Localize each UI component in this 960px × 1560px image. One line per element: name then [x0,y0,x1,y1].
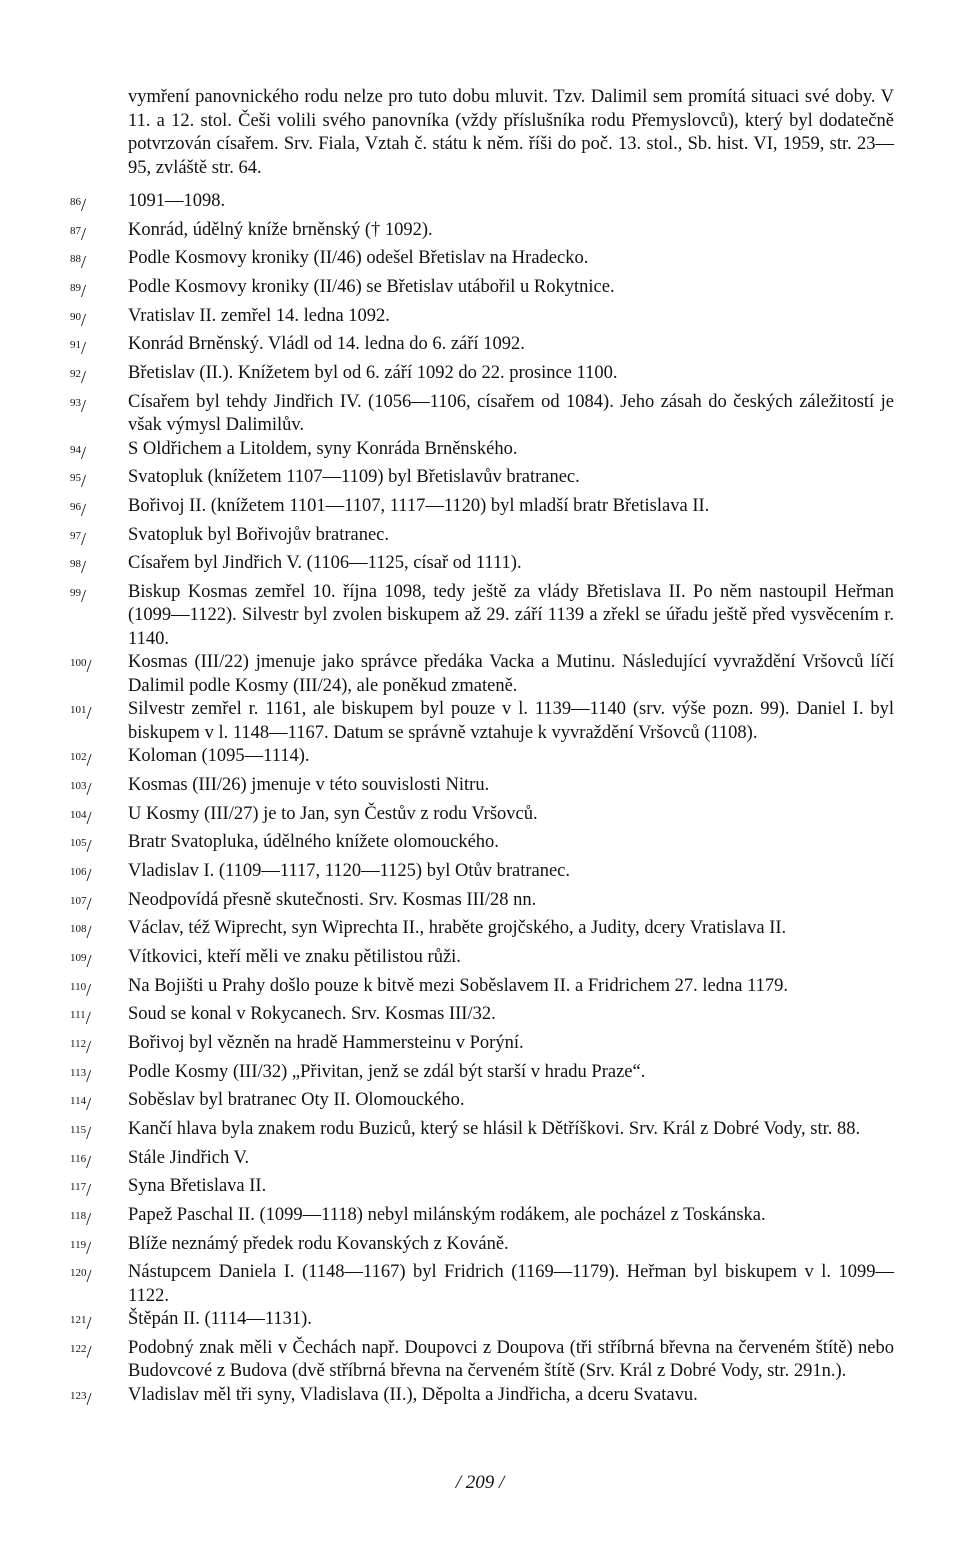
continued-footnote-text: vymření panovnického rodu nelze pro tuto dobu mluvit. Tzv. Dalimil sem promítá situaci své doby. V 11. a 12. stol. Češi volili svého panovníka (vždy příslušníka rodu Přemyslovců), který byl dodatečně potvrzován císařem. Srv. Fiala, Vztah č. státu k něm. říši do poč. 13. stol., Sb. hist. VI, 1959, str. 23—95, zvláště str. 64. [128,87,894,178]
footnote-slash: / [81,586,87,607]
footnote-number-value: 108 [70,923,87,936]
footnote-slash: / [86,1209,92,1230]
footnote-number [70,1032,128,1061]
footnote-text: Svatopluk byl Bořivojův bratranec. [128,524,390,545]
footnote [70,1204,894,1233]
footnote-slash: / [81,252,87,273]
footnote [70,831,894,860]
footnote-text: Stále Jindřich V. [128,1147,250,1168]
page-number: / 209 / [455,1472,505,1493]
footnote-text: Císařem byl Jindřich V. (1106—1125, císař od 1111). [128,553,522,574]
footnote-text: Bratr Svatopluka, údělného knížete olomouckého. [128,832,499,853]
footnote [70,219,894,248]
footnote-text: Soud se konal v Rokycanech. Srv. Kosmas III/32. [128,1004,496,1025]
footnote-number-value: 87 [70,224,81,237]
footnote-number [70,917,128,946]
footnote-number-value: 111 [70,1009,86,1022]
footnote-number-value: 121 [70,1314,87,1327]
footnote-slash: / [86,865,92,886]
footnote [70,438,894,467]
footnote-number-value: 120 [70,1267,87,1280]
footnote-slash: / [86,1180,92,1201]
footnote [70,333,894,362]
footnote-number [70,276,128,305]
footnote-number-value: 93 [70,396,81,409]
footnote [70,362,894,391]
footnote-text: Vratislav II. zemřel 14. ledna 1092. [128,305,390,326]
footnote-slash: / [81,500,87,521]
footnote [70,860,894,889]
footnote-number-value: 105 [70,837,87,850]
footnote [70,946,894,975]
footnote-text: Vladislav I. (1109—1117, 1120—1125) byl Otův bratranec. [128,861,571,881]
footnote-slash: / [86,1389,92,1409]
footnote-number-value: 116 [70,1152,87,1165]
footnote-text: Syna Břetislava II. [128,1176,267,1197]
footnote-number-value: 94 [70,443,81,456]
footnote-number [70,581,128,610]
footnote-number [70,1089,128,1118]
footnote-slash: / [86,893,92,914]
footnote-text: 1091—1098. [128,191,226,211]
footnote [70,581,894,652]
footnote-number-value: 118 [70,1209,87,1222]
footnote [70,1384,894,1413]
footnote-text: Císařem byl tehdy Jindřich IV. (1056—1106, císařem od 1084). Jeho zásah do českých záležitostí je však výmysl Dalimilův. [128,391,894,436]
footnote-number [70,745,128,774]
footnote [70,1261,894,1308]
footnote-number-value: 96 [70,500,81,513]
footnote-slash: / [86,703,92,724]
footnote [70,803,894,832]
footnote-text: Podle Kosmovy kroniky (II/46) se Břetislav utábořil u Rokytnice. [128,276,615,297]
footnote-number [70,190,128,219]
footnote-text: Svatopluk (knížetem 1107—1109) byl Břetislavův bratranec. [128,467,580,488]
footnote-number [70,1175,128,1204]
footnote-number-value: 122 [70,1342,87,1355]
footnote [70,1061,894,1090]
footnote [70,391,894,438]
footnote-number-value: 101 [70,704,87,717]
footnote-number [70,651,128,680]
footnote-text: Soběslav byl bratranec Oty II. Olomouckého. [128,1090,465,1111]
footnote-number [70,362,128,391]
footnote-number-value: 123 [70,1389,87,1402]
footnote-number [70,333,128,362]
footnote-number [70,889,128,918]
footnote-list [70,190,894,1413]
footnote-slash: / [81,471,87,492]
footnote-number [70,495,128,524]
footnote [70,1032,894,1061]
footnote-number [70,1118,128,1147]
footnote-number [70,1233,128,1262]
footnote-number [70,1204,128,1233]
footnote-number-value: 100 [70,657,87,670]
footnote-number-value: 89 [70,281,81,294]
footnote-number [70,466,128,495]
footnote-text: Břetislav (II.). Knížetem byl od 6. září 1092 do 22. prosince 1100. [128,362,618,383]
footnote-slash: / [86,779,92,800]
footnote-number-value: 110 [70,980,87,993]
footnote-slash: / [86,836,92,857]
footnote-slash: / [86,807,92,828]
footnote-slash: / [86,750,92,771]
footnote-text: Blíže neznámý předek rodu Kovanských z Kováně. [128,1233,509,1254]
footnote-text: Kančí hlava byla znakem rodu Buziců, který se hlásil k Dětříškovi. Srv. Král z Dobré Vody, str. 88. [128,1118,861,1139]
footnote [70,1147,894,1176]
footnote-number-value: 90 [70,310,81,323]
footnote [70,190,894,219]
footnote-number-value: 115 [70,1123,87,1136]
footnote-slash: / [86,951,92,972]
footnote-number [70,524,128,553]
footnote-text: Vladislav měl tři syny, Vladislava (II.), Děpolta a Jindřicha, a dceru Svatavu. [128,1384,698,1405]
footnote-number-value: 92 [70,367,81,380]
footnote-slash: / [86,1342,92,1362]
footnote [70,1175,894,1204]
footnote [70,305,894,334]
footnote-number-value: 95 [70,472,81,485]
footnote [70,975,894,1004]
footnote-slash: / [81,442,87,463]
footnote-number [70,698,128,727]
footnote-number-value: 88 [70,253,81,266]
footnote-slash: / [85,1008,91,1029]
footnote-text: Kosmas (III/26) jmenuje v této souvislosti Nitru. [128,775,490,796]
footnote [70,495,894,524]
footnote [70,917,894,946]
footnote-text: Na Bojišti u Prahy došlo pouze k bitvě mezi Soběslavem II. a Fridrichem 27. ledna 1179. [128,975,789,996]
footnote-number [70,391,128,420]
footnote-number [70,1384,128,1413]
footnote [70,889,894,918]
footnote-text: Václav, též Wiprecht, syn Wiprechta II., hraběte grojčského, a Judity, dcery Vratislava II. [128,918,787,939]
footnote-slash: / [86,1313,92,1334]
footnote-number-value: 98 [70,558,81,571]
footnote-text: S Oldřichem a Litoldem, syny Konráda Brněnského. [128,438,518,459]
footnote-number-value: 102 [70,751,87,764]
footnote-slash: / [81,195,87,216]
footnote-number-value: 99 [70,586,81,599]
footnote-slash: / [86,979,92,1000]
footnote-number-value: 112 [70,1037,87,1050]
footnote-slash: / [86,1065,92,1086]
footnote-text: Podobný znak měli v Čechách např. Doupovci z Doupova (tři stříbrná břevna na červeném štítě) nebo Budovcové z Budova (dvě stříbrná břevna na červeném štítě (Srv. Král z Dobré Vody, str. 291n.). [128,1337,894,1382]
footnote-slash: / [81,223,87,244]
footnote-text: Podle Kosmy (III/32) „Přivitan, jenž se zdál být starší v hradu Praze“. [128,1061,646,1082]
footnote-number-value: 86 [70,196,81,208]
footnote-number-value: 107 [70,894,87,907]
footnote-text: U Kosmy (III/27) je to Jan, syn Čestův z rodu Vršovců. [128,803,538,824]
footnote-slash: / [86,1266,92,1287]
footnote-number [70,803,128,832]
footnote [70,466,894,495]
footnote-text: Silvestr zemřel r. 1161, ale biskupem byl pouze v l. 1139—1140 (srv. výše pozn. 99). Daniel I. byl biskupem v l. 1148—1167. Datum se správně vztahuje k vyvraždění Vršovců (1108). [128,699,894,743]
footnote-number-value: 97 [70,529,81,542]
footnote-number [70,247,128,276]
footnote-text: Konrád, údělný kníže brněnský († 1092). [128,219,433,240]
footnote-number [70,860,128,889]
footnote-number [70,975,128,1004]
footnote-text: Kosmas (III/22) jmenuje jako správce předáka Vacka a Mutinu. Následující vyvraždění Vršovců líčí Dalimil podle Kosmy (III/24), ale poněkud zmateně. [128,652,894,696]
footnote-slash: / [86,1037,92,1058]
footnote-slash: / [86,1123,92,1144]
footnote-number [70,1061,128,1090]
footnote-number [70,946,128,975]
footnote [70,1233,894,1262]
footnote-number-value: 104 [70,808,87,821]
footnote-number [70,1003,128,1032]
footnote-number [70,438,128,467]
footnote-text: Vítkovici, kteří měli ve znaku pětilistou růži. [128,946,461,967]
footnote [70,552,894,581]
footnote-text: Nástupcem Daniela I. (1148—1167) byl Fridrich (1169—1179). Heřman byl biskupem v l. 1099—1122. [128,1262,894,1306]
footnote-slash: / [81,528,87,549]
footnote-slash: / [81,309,87,330]
footnote-slash: / [86,1094,92,1115]
footnote-slash: / [86,922,92,943]
footnote-number [70,1261,128,1290]
footnote-text: Papež Paschal II. (1099—1118) nebyl milánským rodákem, ale pocházel z Toskánska. [128,1204,766,1225]
footnote-number-value: 113 [70,1066,87,1079]
footnote [70,247,894,276]
footnote-number-value: 103 [70,780,87,793]
footnote-number [70,774,128,803]
footnote-slash: / [81,395,87,416]
footnote-text: Konrád Brněnský. Vládl od 14. ledna do 6. září 1092. [128,334,525,355]
footnote-text: Bořivoj II. (knížetem 1101—1107, 1117—1120) byl mladší bratr Břetislava II. [128,495,710,516]
footnote [70,524,894,553]
footnote-number [70,1147,128,1176]
footnote [70,1089,894,1118]
footnote-text: Štěpán II. (1114—1131). [128,1309,312,1330]
footnote-slash: / [86,1237,92,1258]
footnote-slash: / [86,1151,92,1172]
footnote-number-value: 106 [70,866,87,878]
footnote [70,1003,894,1032]
footnote-number-value: 117 [70,1181,87,1194]
footnote-number-value: 114 [70,1095,87,1108]
footnote-number [70,831,128,860]
footnote-text: Biskup Kosmas zemřel 10. října 1098, tedy ještě za vlády Břetislava II. Po něm nastoupil Heřman (1099—1122). Silvestr byl zvolen biskupem až 29. září 1139 a zřekl se úřadu ještě před vysvěcením r. 1140. [128,581,894,649]
footnote-number [70,552,128,581]
footnote-number-value: 91 [70,339,81,352]
footnote-number-value: 109 [70,951,87,964]
footnote [70,774,894,803]
footnote [70,651,894,698]
footnote-text: Koloman (1095—1114). [128,746,310,767]
footnote-slash: / [81,281,87,302]
footnote-text: Neodpovídá přesně skutečnosti. Srv. Kosmas III/28 nn. [128,889,537,910]
footnote-number [70,305,128,334]
footnote [70,745,894,774]
footnote-number [70,219,128,248]
footnote [70,1308,894,1337]
footnote-slash: / [81,367,87,388]
footnote-slash: / [81,557,87,578]
footnote-text: Podle Kosmovy kroniky (II/46) odešel Břetislav na Hradecko. [128,248,589,269]
footnote [70,1118,894,1147]
footnote-number-value: 119 [70,1238,87,1251]
footnote [70,698,894,745]
footnote-text: Bořivoj byl vězněn na hradě Hammersteinu v Porýní. [128,1032,524,1053]
footnote-number [70,1337,128,1366]
footnote-number [70,1308,128,1337]
footnote [70,276,894,305]
footnote-slash: / [86,656,92,677]
footnote [70,1337,894,1384]
footnote-slash: / [81,338,87,359]
